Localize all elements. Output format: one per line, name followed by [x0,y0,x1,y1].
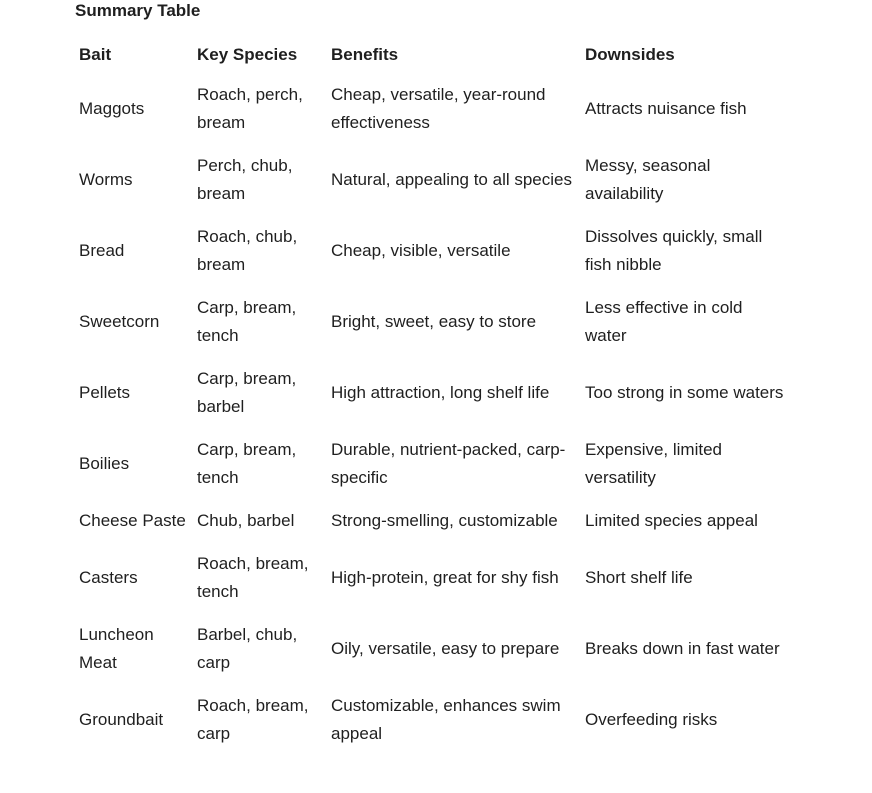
cell-downsides: Too strong in some waters [585,383,784,402]
cell-benefits: Customizable, enhances swim appeal [331,696,561,743]
cell-bait: Worms [79,170,133,189]
cell-bait: Luncheon Meat [79,625,154,672]
cell-benefits: Durable, nutrient-packed, carp-specific [331,440,566,487]
cell-downsides: Less effective in cold water [585,298,743,345]
cell-benefits: High attraction, long shelf life [331,383,550,402]
column-header-benefits: Benefits [331,45,399,64]
cell-benefits: Cheap, versatile, year-round effectiveness [331,85,546,132]
table-row [75,144,791,215]
table-row [75,73,791,144]
cell-bait: Groundbait [79,710,164,729]
cell-species: Carp, bream, tench [197,440,297,487]
cell-species: Chub, barbel [197,511,295,530]
cell-benefits: Natural, appealing to all species [331,170,572,189]
cell-downsides: Messy, seasonal availability [585,156,711,203]
cell-downsides: Short shelf life [585,568,693,587]
table-row [75,357,791,428]
column-header-key-species: Key Species [197,45,298,64]
table-row [75,499,791,542]
table-row [75,428,791,499]
cell-species: Roach, bream, carp [197,696,309,743]
page-title: Summary Table [75,1,201,20]
cell-benefits: Cheap, visible, versatile [331,241,511,260]
cell-downsides: Breaks down in fast water [585,639,780,658]
cell-bait: Pellets [79,383,131,402]
cell-downsides: Attracts nuisance fish [585,99,747,118]
cell-bait: Bread [79,241,125,260]
cell-bait: Boilies [79,454,130,473]
cell-species: Carp, bream, barbel [197,369,297,416]
table-header-row [75,37,791,73]
cell-bait: Casters [79,568,138,587]
cell-species: Roach, bream, tench [197,554,309,601]
table-row [75,215,791,286]
cell-species: Roach, chub, bream [197,227,298,274]
cell-downsides: Overfeeding risks [585,710,718,729]
column-header-bait: Bait [79,45,112,64]
cell-species: Perch, chub, bream [197,156,293,203]
cell-downsides: Dissolves quickly, small fish nibble [585,227,763,274]
table-row [75,542,791,613]
table-row [75,684,791,755]
cell-downsides: Limited species appeal [585,511,758,530]
cell-benefits: Strong-smelling, customizable [331,511,558,530]
summary-table [75,37,791,755]
cell-species: Roach, perch, bream [197,85,303,132]
cell-benefits: Bright, sweet, easy to store [331,312,537,331]
column-header-downsides: Downsides [585,45,675,64]
cell-bait: Sweetcorn [79,312,160,331]
cell-species: Barbel, chub, carp [197,625,298,672]
cell-bait: Cheese Paste [79,511,186,530]
cell-benefits: Oily, versatile, easy to prepare [331,639,560,658]
cell-species: Carp, bream, tench [197,298,297,345]
table-row [75,286,791,357]
cell-downsides: Expensive, limited versatility [585,440,723,487]
table-row [75,613,791,684]
cell-benefits: High-protein, great for shy fish [331,568,559,587]
cell-bait: Maggots [79,99,145,118]
